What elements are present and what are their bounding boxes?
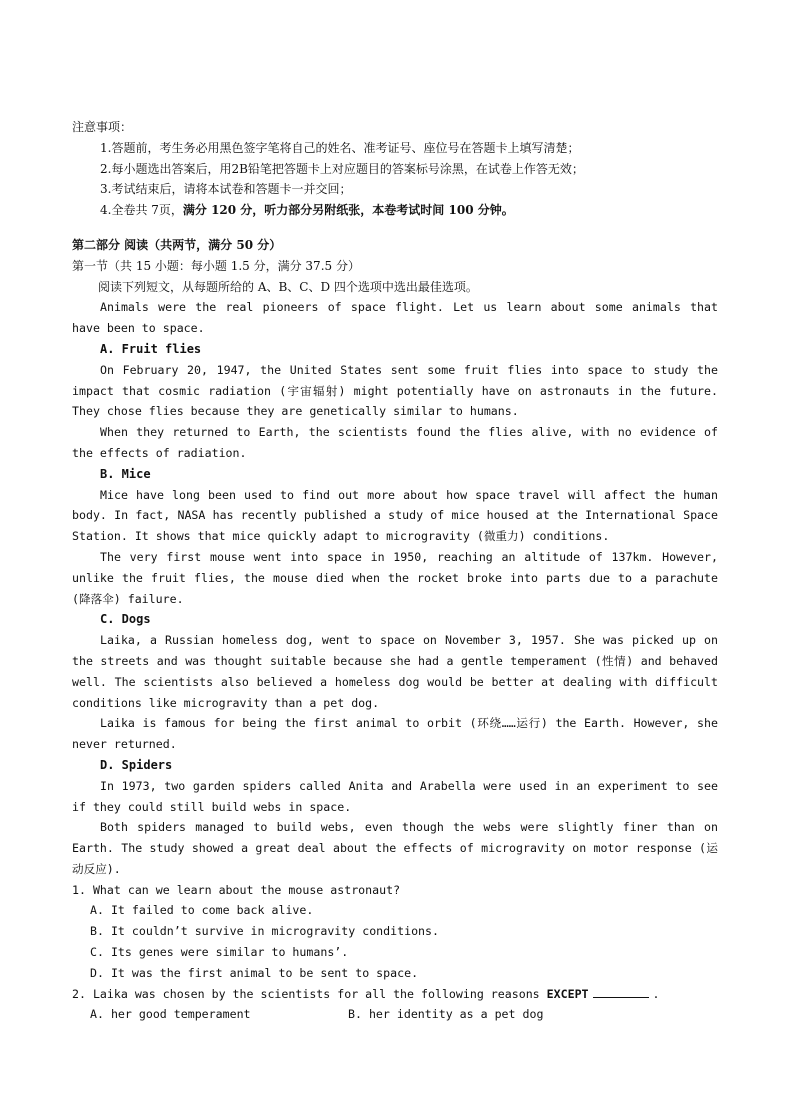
section-a-paragraph-2: When they returned to Earth, the scientists found the flies alive, with no evidence of the effects of radiation. xyxy=(72,425,718,460)
section-heading-a: A. Fruit flies xyxy=(100,341,202,356)
notice-item-1: 1.答题前，考生务必用黑色签字笔将自己的姓名、准考证号、座位号在答题卡上填写清楚； xyxy=(100,140,580,155)
section-d-paragraph-2: Both spiders managed to build webs, even though the webs were slightly finer than on Earth. The study showed a great deal about the effects of microgravity on motor response (运动反应). xyxy=(72,820,718,876)
question-2-option-b[interactable]: B. her identity as a pet dog xyxy=(348,1007,544,1022)
notice-item-4-prefix: 4.全卷共 7页， xyxy=(100,203,183,218)
notice-title: 注意事项： xyxy=(72,120,133,134)
section-title: 第一节（共 15 小题：每小题 1.5 分，满分 37.5 分） xyxy=(72,258,360,273)
instruction-text: 阅读下列短文，从每题所给的 A、B、C、D 四个选项中选出最佳选项。 xyxy=(98,279,478,294)
part-title: 第二部分 阅读（共两节，满分 50 分） xyxy=(72,237,282,252)
question-2-stem-text: 2. Laika was chosen by the scientists for all the following reasons xyxy=(72,986,547,1001)
passage xyxy=(72,297,718,879)
section-c-paragraph-2: Laika is famous for being the first animal to orbit (环绕……运行) the Earth. However, she never returned. xyxy=(72,716,718,752)
section-heading-d: D. Spiders xyxy=(100,757,173,772)
notice-item-3: 3.考试结束后，请将本试卷和答题卡一并交回； xyxy=(100,182,352,197)
question-1-option-d[interactable]: D. It was the first animal to be sent to space. xyxy=(90,965,419,980)
section-c-paragraph-1: Laika, a Russian homeless dog, went to space on November 3, 1957. She was picked up on the streets and was thought suitable because she had a gentle temperament (性情) and behaved well. The scientists also believed a homeless dog would be better at dealing with difficult conditions like microgravity than a pet dog. xyxy=(72,633,718,710)
question-1-option-a[interactable]: A. It failed to come back alive. xyxy=(90,903,314,918)
page-content xyxy=(72,117,718,1025)
section-heading-c: C. Dogs xyxy=(100,612,151,627)
notice-item-4 xyxy=(72,200,718,221)
section-a-paragraph-1: On February 20, 1947, the United States sent some fruit flies into space to study the impact that cosmic radiation (宇宙辐射) might potentially have on astronauts in the future. They chose flies because they are genetically similar to humans. xyxy=(72,362,718,419)
passage-intro: Animals were the real pioneers of space flight. Let us learn about some animals that have been to space. xyxy=(72,300,718,336)
section-b-paragraph-1: Mice have long been used to find out more about how space travel will affect the human body. In fact, NASA has recently published a study of mice housed at the International Space Station. It shows that mice quickly adapt to microgravity (微重力) conditions. xyxy=(72,487,718,544)
section-heading-b: B. Mice xyxy=(100,466,151,481)
question-2-option-a[interactable]: A. her good temperament xyxy=(90,1007,251,1022)
notice-item-2: 2.每小题选出答案后，用2B铅笔把答题卡上对应题目的答案标号涂黑，在试卷上作答无效； xyxy=(100,161,584,176)
question-1-stem: 1. What can we learn about the mouse astronaut? xyxy=(72,882,401,897)
notice-item-4-bold: 满分 120 分，听力部分另附纸张，本卷考试时间 100 分钟。 xyxy=(182,203,514,218)
part-header xyxy=(72,235,718,297)
question-2-options-row xyxy=(72,1004,718,1025)
question-1-option-b[interactable]: B. It couldn’t survive in microgravity conditions. xyxy=(90,924,440,939)
answer-blank xyxy=(593,985,649,998)
question-2 xyxy=(72,984,718,1026)
question-1-option-c[interactable]: C. Its genes were similar to humans’. xyxy=(90,945,349,960)
section-d-paragraph-1: In 1973, two garden spiders called Anita and Arabella were used in an experiment to see if they could still build webs in space. xyxy=(72,778,718,814)
question-2-stem-end: . xyxy=(652,986,660,1001)
question-1 xyxy=(72,880,718,984)
question-2-except: EXCEPT xyxy=(546,986,589,1001)
section-b-paragraph-2: The very first mouse went into space in 1950, reaching an altitude of 137km. However, unlike the fruit flies, the mouse died when the rocket broke into parts due to a parachute (降落伞) failure. xyxy=(72,549,718,606)
notice-block xyxy=(72,117,718,221)
question-2-stem xyxy=(72,984,718,1005)
